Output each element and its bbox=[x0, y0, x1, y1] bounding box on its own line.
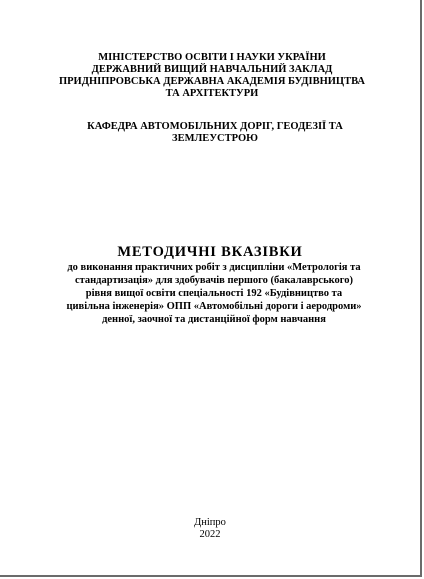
document-subtitle bbox=[40, 261, 388, 326]
city-name: Дніпро bbox=[194, 517, 226, 528]
subtitle-line: денної, заочної та дистанційної форм навчання bbox=[102, 314, 326, 325]
publication-year: 2022 bbox=[199, 529, 221, 540]
document-title: МЕТОДИЧНІ ВКАЗІВКИ bbox=[117, 244, 303, 260]
city-year-footer bbox=[0, 517, 420, 541]
ministry-header bbox=[20, 52, 404, 100]
ministry-line: ДЕРЖАВНИЙ ВИЩИЙ НАВЧАЛЬНИЙ ЗАКЛАД bbox=[91, 64, 333, 75]
department-line: ЗЕМЛЕУСТРОЮ bbox=[172, 133, 258, 144]
subtitle-line: стандартизація» для здобувачів першого (бакалаврського) bbox=[74, 275, 354, 286]
ministry-line: ПРИДНІПРОВСЬКА ДЕРЖАВНА АКАДЕМІЯ БУДІВНИЦТВА bbox=[58, 76, 366, 87]
subtitle-line: рівня вищої освіти спеціальності 192 «Будівництво та bbox=[85, 288, 343, 299]
subtitle-line: до виконання практичних робіт з дисципліни «Метрологія та bbox=[67, 262, 361, 273]
ministry-line: ТА АРХІТЕКТУРИ bbox=[165, 88, 259, 99]
department-header bbox=[50, 121, 380, 145]
subtitle-line: цивільна інженерія» ОПП «Автомобільні дороги і аеродроми» bbox=[66, 301, 362, 312]
department-line: КАФЕДРА АВТОМОБІЛЬНИХ ДОРІГ, ГЕОДЕЗІЇ ТА bbox=[87, 121, 343, 132]
ministry-line: МІНІСТЕРСТВО ОСВІТИ І НАУКИ УКРАЇНИ bbox=[98, 52, 326, 63]
